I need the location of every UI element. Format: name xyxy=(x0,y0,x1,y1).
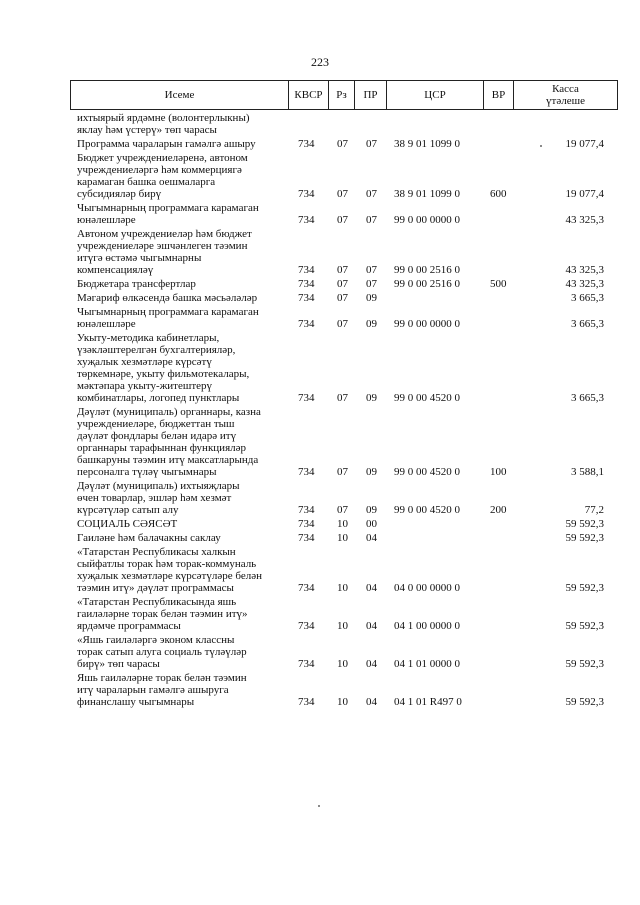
table-row xyxy=(0,544,640,594)
row-name: Автоном учреждениеләр һәм бюджет учреждениеләре эшчәнлеген тәэмин итүгә өстәмә чыгымнарны компенсацияләү xyxy=(77,228,252,276)
row-kvsr: 734 xyxy=(298,466,315,478)
scan-speck xyxy=(540,145,542,147)
table-row xyxy=(0,110,640,136)
row-name: «Яшь гаиләләргә эконом классны торак сатып алуга социаль түләүләр бирү» төп чарасы xyxy=(77,634,247,670)
row-rz: 07 xyxy=(337,188,348,200)
row-kassa: 59 592,3 xyxy=(565,658,604,670)
row-vr: 500 xyxy=(490,278,507,290)
row-kassa: 19 077,4 xyxy=(565,138,604,150)
row-pr: 09 xyxy=(366,292,377,304)
row-kassa: 3 665,3 xyxy=(571,318,604,330)
row-csr: 99 0 00 4520 0 xyxy=(394,466,460,478)
row-name: Программа чараларын гамәлгә ашыру xyxy=(77,138,256,150)
row-kvsr: 734 xyxy=(298,214,315,226)
row-kvsr: 734 xyxy=(298,264,315,276)
row-csr: 38 9 01 1099 0 xyxy=(394,188,460,200)
row-vr: 100 xyxy=(490,466,507,478)
row-csr: 99 0 00 4520 0 xyxy=(394,504,460,516)
row-rz: 10 xyxy=(337,518,348,530)
header-rz: Рз xyxy=(329,81,355,109)
row-csr: 99 0 00 2516 0 xyxy=(394,264,460,276)
row-rz: 10 xyxy=(337,582,348,594)
row-csr: 04 0 00 0000 0 xyxy=(394,582,460,594)
row-name: Бюджет учреждениеләренә, автоном учреждениеләргә һәм коммерциягә карамаган башка оешмаларга субсидияләр бирү xyxy=(77,152,248,200)
row-name: Дәүләт (муниципаль) ихтыяҗлары өчен товарлар, эшләр һәм хезмәт күрсәтүләр сатып алу xyxy=(77,480,240,516)
table-row xyxy=(0,594,640,632)
row-rz: 10 xyxy=(337,658,348,670)
row-kvsr: 734 xyxy=(298,518,315,530)
row-name: Чыгымнарның программага карамаган юнәлешләре xyxy=(77,202,259,226)
header-kassa: Касса үтәлеше xyxy=(546,83,585,107)
table-row xyxy=(0,670,640,708)
row-kassa: 59 592,3 xyxy=(565,696,604,708)
row-rz: 07 xyxy=(337,292,348,304)
row-kassa: 77,2 xyxy=(584,504,604,516)
table-row xyxy=(0,632,640,670)
row-rz: 07 xyxy=(337,264,348,276)
row-pr: 07 xyxy=(366,138,377,150)
row-csr: 99 0 00 0000 0 xyxy=(394,214,460,226)
table-row xyxy=(0,404,640,478)
table-body xyxy=(0,110,640,708)
row-rz: 10 xyxy=(337,532,348,544)
row-name: Гаиләне һәм балачакны саклау xyxy=(77,532,221,544)
row-rz: 10 xyxy=(337,620,348,632)
row-kvsr: 734 xyxy=(298,392,315,404)
row-kvsr: 734 xyxy=(298,188,315,200)
row-pr: 04 xyxy=(366,696,377,708)
table-row xyxy=(0,530,640,544)
row-name: Яшь гаиләләрне торак белән тәэмин итү чараларын гамәлгә ашыруга финанслашу чыгымнары xyxy=(77,672,247,708)
row-kassa: 19 077,4 xyxy=(565,188,604,200)
row-csr: 04 1 01 0000 0 xyxy=(394,658,460,670)
row-kvsr: 734 xyxy=(298,504,315,516)
table-row xyxy=(0,478,640,516)
row-name: Дәүләт (муниципаль) органнары, казна учреждениеләре, бюджеттан тыш дәүләт фондлары белән идарә итү органнары тарафыннан функцияләр башкаруны тәэмин итү максатларында персоналга түләү чыгымнары xyxy=(77,406,261,478)
row-kassa: 3 588,1 xyxy=(571,466,604,478)
row-rz: 10 xyxy=(337,696,348,708)
row-csr: 99 0 00 4520 0 xyxy=(394,392,460,404)
row-rz: 07 xyxy=(337,504,348,516)
row-kassa: 43 325,3 xyxy=(565,264,604,276)
row-kassa: 59 592,3 xyxy=(565,620,604,632)
row-csr: 99 0 00 2516 0 xyxy=(394,278,460,290)
row-vr: 200 xyxy=(490,504,507,516)
header-kvsr: КВСР xyxy=(289,81,329,109)
row-kvsr: 734 xyxy=(298,138,315,150)
row-pr: 07 xyxy=(366,214,377,226)
table-header xyxy=(70,80,618,110)
row-rz: 07 xyxy=(337,214,348,226)
row-csr: 04 1 00 0000 0 xyxy=(394,620,460,632)
row-kassa: 59 592,3 xyxy=(565,532,604,544)
row-kvsr: 734 xyxy=(298,620,315,632)
row-pr: 04 xyxy=(366,582,377,594)
row-pr: 04 xyxy=(366,658,377,670)
scan-speck xyxy=(318,805,320,807)
table-row xyxy=(0,150,640,200)
table-row xyxy=(0,136,640,150)
page-number: 223 xyxy=(311,55,329,69)
row-kvsr: 734 xyxy=(298,696,315,708)
row-kvsr: 734 xyxy=(298,278,315,290)
header-csr: ЦСР xyxy=(387,81,484,109)
row-pr: 07 xyxy=(366,264,377,276)
table-row xyxy=(0,200,640,226)
table-row xyxy=(0,516,640,530)
row-name: СОЦИАЛЬ СӘЯСӘТ xyxy=(77,518,178,530)
row-name: «Татарстан Республикасы халкын сыйфатлы торак һәм торак-коммуналь хуҗалык хезмәтләре күрсәтүләре белән тәэмин итү» дәүләт программасы xyxy=(77,546,262,594)
row-pr: 09 xyxy=(366,392,377,404)
row-name: ихтыярый ярдәмне (волонтерлыкны) яклау һәм үстерү» төп чарасы xyxy=(77,112,250,136)
row-pr: 09 xyxy=(366,318,377,330)
row-pr: 04 xyxy=(366,532,377,544)
row-name: Бюджетара трансфертлар xyxy=(77,278,196,290)
row-rz: 07 xyxy=(337,392,348,404)
row-name: Укыту-методика кабинетлары, үзәкләштерелгән бухгалтерияләр, хуҗалык хезмәтләре күрсәтү төркемнәре, укыту фильмотекалары, мәктәпара укыту-житештерү комбинатлары, логопед пунктлары xyxy=(77,332,250,404)
table-row xyxy=(0,290,640,304)
table-row xyxy=(0,304,640,330)
row-csr: 04 1 01 R497 0 xyxy=(394,696,462,708)
row-kvsr: 734 xyxy=(298,318,315,330)
table-row xyxy=(0,276,640,290)
row-name: Мәгариф өлкәсендә башка мәсьәләләр xyxy=(77,292,258,304)
row-pr: 09 xyxy=(366,504,377,516)
row-vr: 600 xyxy=(490,188,507,200)
row-kvsr: 734 xyxy=(298,582,315,594)
row-rz: 07 xyxy=(337,278,348,290)
row-rz: 07 xyxy=(337,138,348,150)
row-pr: 07 xyxy=(366,278,377,290)
row-kvsr: 734 xyxy=(298,532,315,544)
header-vr: ВР xyxy=(484,81,514,109)
row-name: «Татарстан Республикасында яшь гаиләләрне торак белән тәэмин итү» ярдәмче программасы xyxy=(77,596,248,632)
row-pr: 09 xyxy=(366,466,377,478)
row-kassa: 43 325,3 xyxy=(565,278,604,290)
row-csr: 38 9 01 1099 0 xyxy=(394,138,460,150)
row-rz: 07 xyxy=(337,466,348,478)
row-kassa: 43 325,3 xyxy=(565,214,604,226)
row-name: Чыгымнарның программага карамаган юнәлешләре xyxy=(77,306,259,330)
row-pr: 07 xyxy=(366,188,377,200)
row-kassa: 59 592,3 xyxy=(565,582,604,594)
table-row xyxy=(0,226,640,276)
table-row xyxy=(0,330,640,404)
row-rz: 07 xyxy=(337,318,348,330)
header-name: Исеме xyxy=(71,81,289,109)
row-csr: 99 0 00 0000 0 xyxy=(394,318,460,330)
row-kvsr: 734 xyxy=(298,292,315,304)
row-kassa: 59 592,3 xyxy=(565,518,604,530)
row-kassa: 3 665,3 xyxy=(571,392,604,404)
row-pr: 04 xyxy=(366,620,377,632)
row-pr: 00 xyxy=(366,518,377,530)
row-kvsr: 734 xyxy=(298,658,315,670)
header-pr: ПР xyxy=(355,81,387,109)
row-kassa: 3 665,3 xyxy=(571,292,604,304)
